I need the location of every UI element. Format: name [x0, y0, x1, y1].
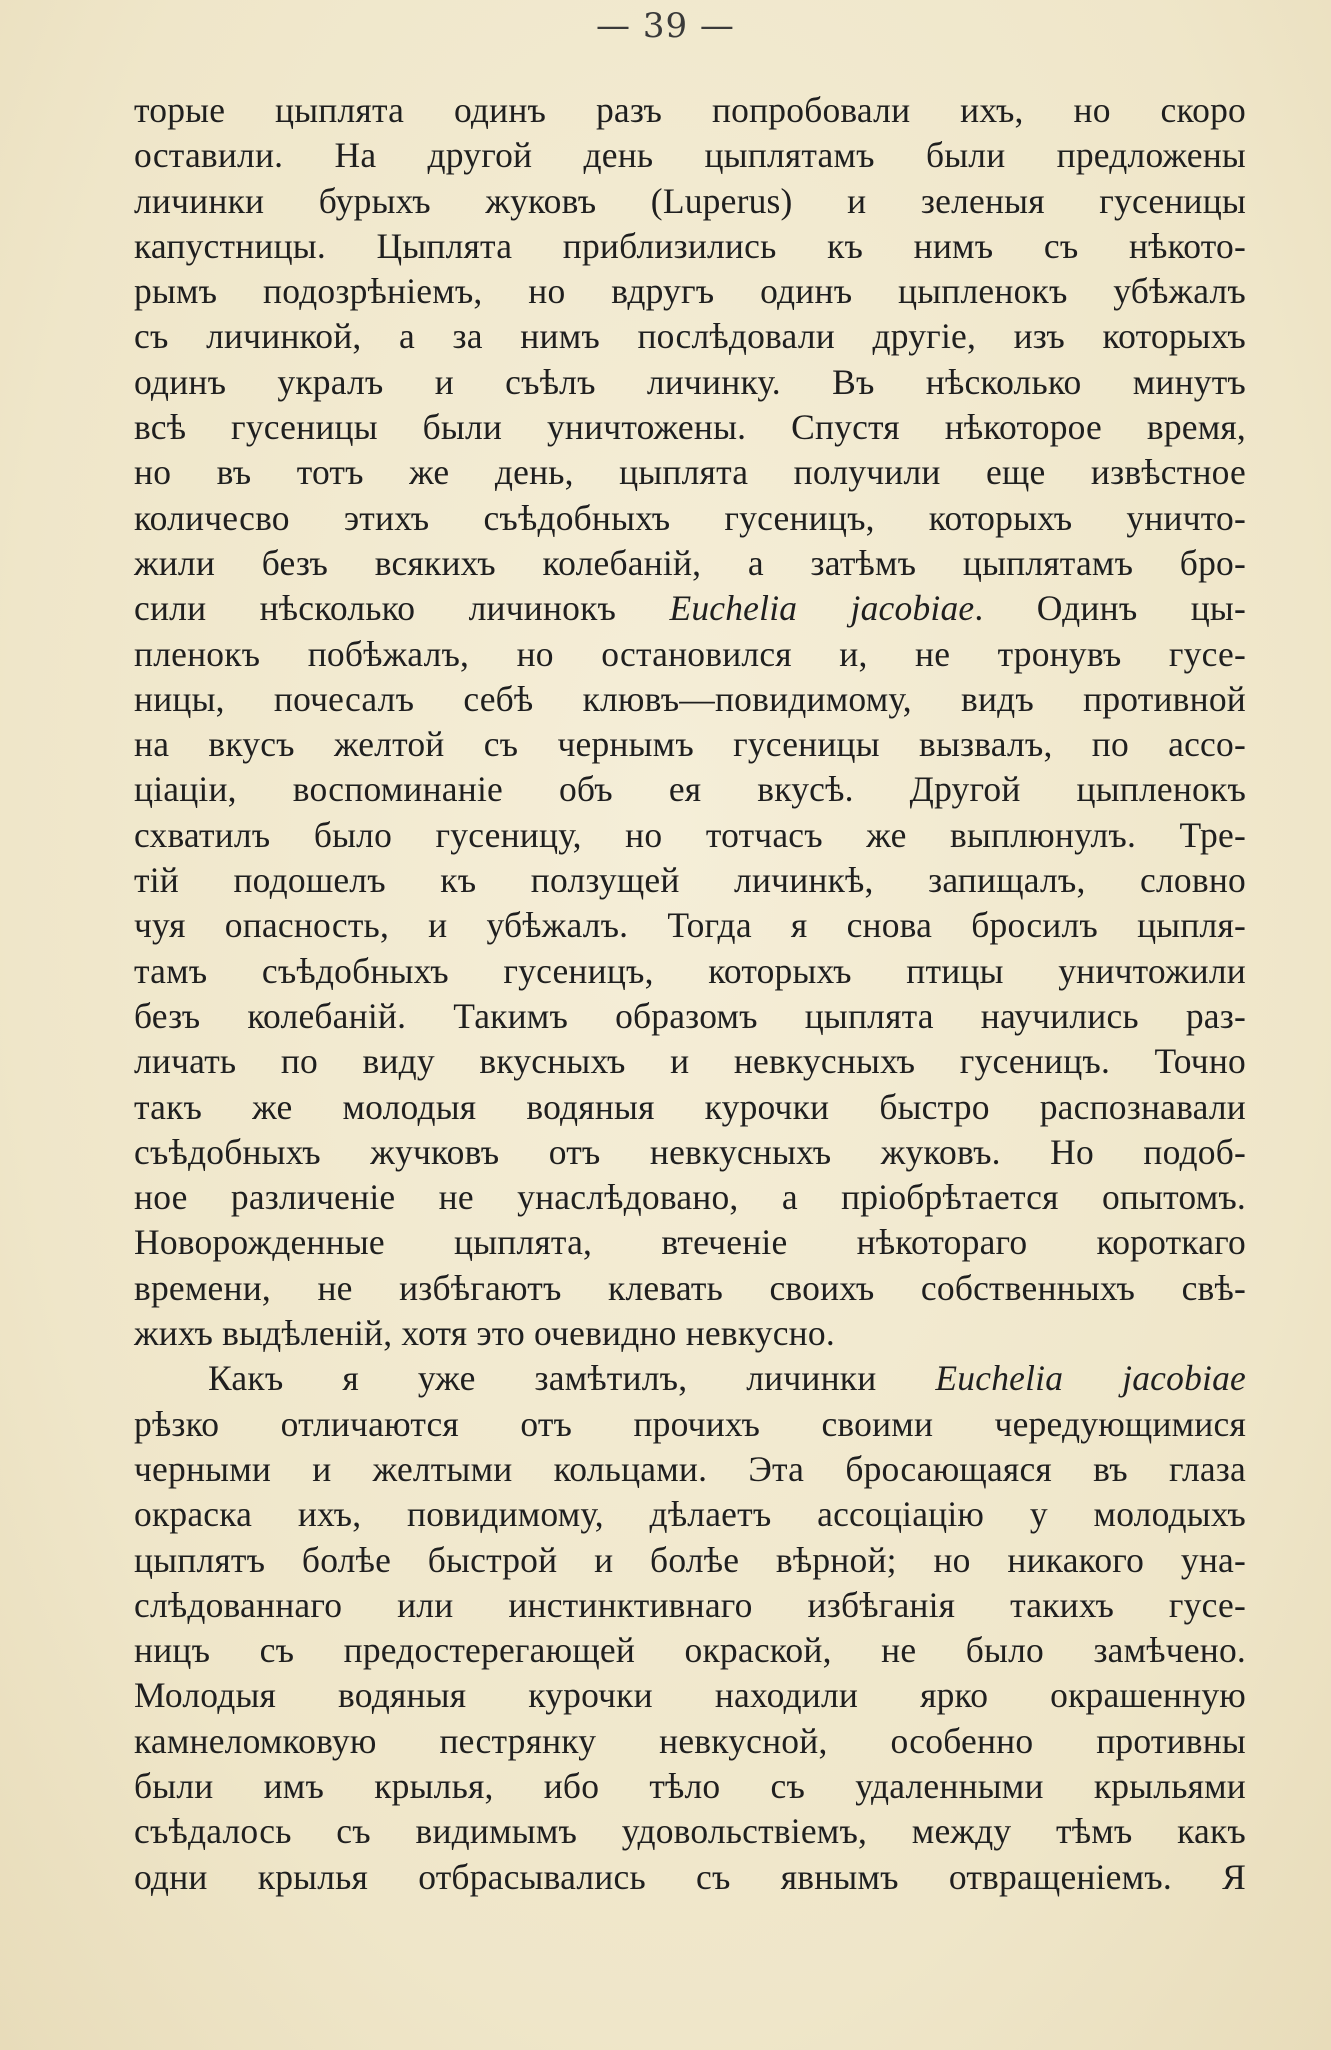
- text-line: оставили. На другой день цыплятамъ были предложены: [134, 135, 1246, 176]
- page-number: — 39 —: [596, 6, 735, 46]
- text-line: торые цыплята одинъ разъ попробовали ихъ, но скоро: [134, 90, 1246, 130]
- text-run: . Одинъ цы-: [974, 588, 1246, 629]
- text-line: были имъ крылья, ибо тѣло съ удаленными крыльями: [134, 1765, 1246, 1806]
- body-text: [134, 88, 1246, 1900]
- text-line: [134, 1356, 1246, 1401]
- text-line: камнеломковую пестрянку невкусной, особенно противны: [134, 1720, 1246, 1761]
- text-line: жихъ выдѣленій, хотя это очевидно невкусно.: [134, 1313, 835, 1354]
- text-line: цыплятъ болѣе быстрой и болѣе вѣрной; но никакого уна-: [134, 1539, 1246, 1580]
- text-line: ницы, почесалъ себѣ клювъ—повидимому, видъ противной: [134, 678, 1246, 719]
- species-name: Euchelia jacobiae: [935, 1358, 1246, 1399]
- text-line: количесво этихъ съѣдобныхъ гусеницъ, которыхъ уничто-: [134, 497, 1246, 538]
- text-line: окраска ихъ, повидимому, дѣлаетъ ассоціацію у молодыхъ: [134, 1494, 1246, 1535]
- text-line: съ личинкой, а за нимъ послѣдовали другіе, изъ которыхъ: [134, 316, 1246, 357]
- text-line: [134, 586, 1246, 631]
- text-line: пленокъ побѣжалъ, но остановился и, не тронувъ гусе-: [134, 633, 1246, 674]
- text-run: сили нѣсколько личинокъ: [134, 588, 670, 629]
- text-line: схватилъ было гусеницу, но тотчасъ же выплюнулъ. Тре-: [134, 814, 1246, 855]
- text-line: одни крылья отбрасывались съ явнымъ отвращеніемъ. Я: [134, 1856, 1246, 1897]
- text-line: всѣ гусеницы были уничтожены. Спустя нѣкоторое время,: [134, 407, 1246, 448]
- text-line: личать по виду вкусныхъ и невкусныхъ гусеницъ. Точно: [134, 1041, 1246, 1082]
- text-line: личинки бурыхъ жуковъ (Luperus) и зеленыя гусеницы: [134, 180, 1246, 221]
- text-line: съѣдобныхъ жучковъ отъ невкусныхъ жуковъ. Но подоб-: [134, 1131, 1246, 1172]
- text-line: Молодыя водяныя курочки находили ярко окрашенную: [134, 1675, 1246, 1716]
- text-line: одинъ укралъ и съѣлъ личинку. Въ нѣсколько минутъ: [134, 361, 1246, 402]
- text-line: такъ же молодыя водяныя курочки быстро распознавали: [134, 1086, 1246, 1127]
- text-line: но въ тотъ же день, цыплята получили еще извѣстное: [134, 452, 1246, 493]
- text-line: рѣзко отличаются отъ прочихъ своими чередующимися: [134, 1403, 1246, 1444]
- text-line: безъ колебаній. Такимъ образомъ цыплята научились раз-: [134, 995, 1246, 1036]
- text-line: слѣдованнаго или инстинктивнаго избѣганія такихъ гусе-: [134, 1584, 1246, 1625]
- text-run: Какъ я уже замѣтилъ, личинки: [208, 1358, 936, 1399]
- text-line: рымъ подозрѣніемъ, но вдругъ одинъ цыпленокъ убѣжалъ: [134, 271, 1246, 312]
- text-line: съѣдалось съ видимымъ удовольствіемъ, между тѣмъ какъ: [134, 1811, 1246, 1852]
- text-line: Новорожденные цыплята, втеченіе нѣкотораго короткаго: [134, 1222, 1246, 1263]
- text-line: тій подошелъ къ ползущей личинкѣ, запищалъ, словно: [134, 860, 1246, 901]
- text-line: капустницы. Цыплята приблизились къ нимъ съ нѣкото-: [134, 225, 1246, 266]
- text-line: ницъ съ предостерегающей окраской, не было замѣчено.: [134, 1630, 1246, 1671]
- species-name: Euchelia jacobiae: [669, 588, 975, 629]
- text-line: чуя опасность, и убѣжалъ. Тогда я снова бросилъ цыпля-: [134, 905, 1246, 946]
- text-line: на вкусъ желтой съ чернымъ гусеницы вызвалъ, по ассо-: [134, 724, 1246, 765]
- text-line: времени, не избѣгаютъ клевать своихъ собственныхъ свѣ-: [134, 1267, 1246, 1308]
- text-line: тамъ съѣдобныхъ гусеницъ, которыхъ птицы уничтожили: [134, 950, 1246, 991]
- text-line: черными и желтыми кольцами. Эта бросающаяся въ глаза: [134, 1448, 1246, 1489]
- text-line: ціаціи, воспоминаніе объ ея вкусѣ. Другой цыпленокъ: [134, 769, 1246, 810]
- text-line: ное различеніе не унаслѣдовано, а пріобрѣтается опытомъ.: [134, 1177, 1246, 1218]
- text-line: жили безъ всякихъ колебаній, а затѣмъ цыплятамъ бро-: [134, 542, 1246, 583]
